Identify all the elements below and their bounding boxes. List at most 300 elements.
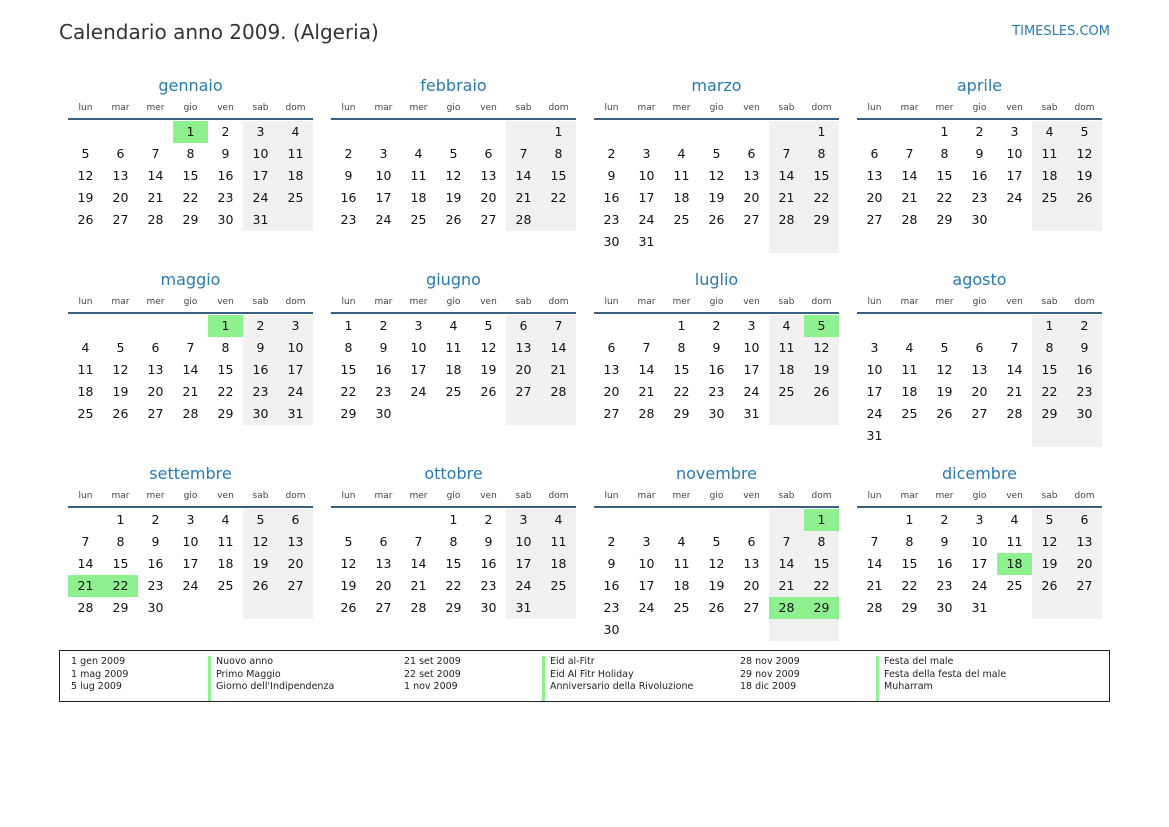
weekday-header (857, 485, 1102, 508)
legend-date: 5 lug 2009 (71, 681, 122, 693)
day-cell: 17 (866, 384, 883, 399)
day-cell: 1 (344, 318, 353, 333)
day-cell: 11 (769, 337, 804, 359)
day-cell: 20 (1067, 553, 1102, 575)
empty-day-cell (629, 121, 664, 143)
empty-day-cell (927, 315, 962, 337)
day-cell: 19 (112, 384, 129, 399)
day-cell: 31 (743, 406, 760, 421)
day-cell: 26 (708, 600, 725, 615)
day-grid (594, 121, 839, 253)
day-cell: 30 (217, 212, 234, 227)
day-cell: 5 (940, 340, 949, 355)
day-cell: 31 (278, 403, 313, 425)
day-cell: 27 (147, 406, 164, 421)
weekday-label: sab (778, 491, 795, 501)
weekday-label: sab (1041, 103, 1058, 113)
day-cell: 5 (712, 146, 721, 161)
empty-day-cell (962, 425, 997, 447)
weekday-label: gio (183, 491, 198, 501)
weekday-header (594, 97, 839, 120)
weekday-label: gio (183, 103, 198, 113)
day-cell: 1 (208, 315, 243, 337)
empty-day-cell (401, 509, 436, 531)
empty-day-cell (541, 597, 576, 619)
weekday-label: ven (217, 491, 234, 501)
day-cell: 16 (603, 190, 620, 205)
legend-date: 1 gen 2009 (71, 656, 126, 667)
empty-day-cell (997, 425, 1032, 447)
empty-day-cell (594, 121, 629, 143)
day-cell: 11 (673, 168, 690, 183)
empty-day-cell (997, 209, 1032, 231)
empty-day-cell (699, 619, 734, 641)
day-cell: 12 (804, 337, 839, 359)
empty-day-cell (331, 121, 366, 143)
day-cell: 26 (480, 384, 497, 399)
day-cell: 8 (804, 531, 839, 553)
day-cell: 19 (340, 578, 357, 593)
day-cell: 4 (769, 315, 804, 337)
day-cell: 21 (506, 187, 541, 209)
empty-day-cell (857, 315, 892, 337)
day-cell: 15 (804, 553, 839, 575)
day-cell: 8 (344, 340, 353, 355)
day-cell: 4 (1032, 121, 1067, 143)
day-cell: 27 (506, 381, 541, 403)
month-calendar-agosto (857, 269, 1102, 463)
weekday-label: mar (637, 103, 656, 113)
day-cell: 25 (1032, 187, 1067, 209)
day-cell: 16 (480, 556, 497, 571)
empty-day-cell (138, 315, 173, 337)
weekday-label: ven (480, 297, 497, 307)
day-cell: 8 (804, 143, 839, 165)
weekday-header (68, 485, 313, 508)
day-cell: 26 (77, 212, 94, 227)
month-name: novembre (675, 464, 758, 483)
weekday-header (857, 291, 1102, 314)
empty-day-cell (1032, 597, 1067, 619)
empty-day-cell (436, 403, 471, 425)
day-cell: 31 (243, 209, 278, 231)
day-cell: 20 (112, 190, 129, 205)
day-cell: 27 (866, 212, 883, 227)
legend-holiday-name: Primo Maggio (216, 668, 281, 680)
month-name: agosto (952, 270, 1007, 289)
day-cell: 15 (541, 165, 576, 187)
day-cell: 29 (901, 600, 918, 615)
day-cell: 12 (340, 556, 357, 571)
day-cell: 12 (1067, 143, 1102, 165)
day-cell: 20 (480, 190, 497, 205)
day-cell: 17 (506, 553, 541, 575)
day-cell: 19 (936, 384, 953, 399)
day-cell: 22 (901, 578, 918, 593)
day-cell: 8 (221, 340, 230, 355)
weekday-label: mar (374, 491, 393, 501)
empty-day-cell (541, 403, 576, 425)
day-cell: 26 (445, 212, 462, 227)
legend-date: 1 nov 2009 (404, 681, 458, 693)
day-cell: 2 (221, 124, 230, 139)
day-cell: 19 (804, 359, 839, 381)
day-cell: 8 (186, 146, 195, 161)
month-calendar-gennaio (68, 75, 313, 269)
day-cell: 27 (375, 600, 392, 615)
day-cell: 1 (677, 318, 686, 333)
empty-day-cell (594, 315, 629, 337)
day-cell: 5 (81, 146, 90, 161)
day-cell: 11 (410, 168, 427, 183)
day-cell: 18 (410, 190, 427, 205)
day-cell: 14 (769, 165, 804, 187)
day-cell: 24 (743, 384, 760, 399)
weekday-label: ven (480, 491, 497, 501)
legend-holiday-name: Festa del male (884, 656, 954, 667)
empty-day-cell (68, 121, 103, 143)
month-calendar-aprile (857, 75, 1102, 269)
day-grid (857, 509, 1102, 619)
page-title: Calendario anno 2009. (Algeria) (59, 20, 379, 44)
day-cell: 2 (344, 146, 353, 161)
day-cell: 23 (340, 212, 357, 227)
day-cell: 10 (278, 337, 313, 359)
weekday-label: sab (778, 103, 795, 113)
day-cell: 13 (506, 337, 541, 359)
day-cell: 16 (217, 168, 234, 183)
day-cell: 7 (769, 531, 804, 553)
weekday-label: dom (811, 491, 832, 501)
day-cell: 17 (638, 190, 655, 205)
empty-day-cell (892, 425, 927, 447)
day-cell: 5 (484, 318, 493, 333)
day-cell: 24 (278, 381, 313, 403)
day-grid (331, 315, 576, 425)
empty-day-cell (103, 121, 138, 143)
weekday-label: sab (1041, 491, 1058, 501)
day-cell: 12 (480, 340, 497, 355)
day-cell: 8 (940, 146, 949, 161)
day-cell: 22 (103, 575, 138, 597)
day-cell: 17 (638, 578, 655, 593)
day-cell: 6 (975, 340, 984, 355)
day-cell: 21 (638, 384, 655, 399)
weekday-label: gio (972, 491, 987, 501)
day-cell: 25 (445, 384, 462, 399)
day-cell: 10 (375, 168, 392, 183)
day-grid (68, 315, 313, 425)
legend-holiday-name: Anniversario della Rivoluzione (550, 681, 694, 693)
site-link[interactable]: TIMESLES.COM (1012, 24, 1110, 39)
weekday-label: gio (446, 103, 461, 113)
day-cell: 18 (673, 578, 690, 593)
day-cell: 9 (607, 168, 616, 183)
month-calendar-giugno (331, 269, 576, 463)
day-cell: 13 (971, 362, 988, 377)
day-cell: 15 (1032, 359, 1067, 381)
day-cell: 15 (804, 165, 839, 187)
day-cell: 25 (217, 578, 234, 593)
month-calendar-maggio (68, 269, 313, 463)
day-cell: 3 (1010, 124, 1019, 139)
empty-day-cell (804, 619, 839, 641)
day-cell: 17 (971, 556, 988, 571)
empty-day-cell (506, 403, 541, 425)
day-cell: 24 (866, 406, 883, 421)
weekday-label: dom (1074, 491, 1095, 501)
day-cell: 14 (541, 337, 576, 359)
weekday-label: mer (409, 103, 428, 113)
weekday-label: gio (709, 491, 724, 501)
empty-day-cell (506, 121, 541, 143)
day-cell: 20 (506, 359, 541, 381)
day-cell: 23 (971, 190, 988, 205)
day-cell: 13 (480, 168, 497, 183)
weekday-label: mar (111, 103, 130, 113)
day-cell: 14 (769, 553, 804, 575)
day-cell: 18 (278, 165, 313, 187)
month-calendar-febbraio (331, 75, 576, 269)
day-cell: 18 (1032, 165, 1067, 187)
day-cell: 9 (1067, 337, 1102, 359)
day-cell: 17 (1006, 168, 1023, 183)
legend-date: 22 set 2009 (404, 668, 461, 680)
weekday-header (331, 485, 576, 508)
day-cell: 12 (708, 556, 725, 571)
day-cell: 28 (77, 600, 94, 615)
day-cell: 10 (743, 340, 760, 355)
day-cell: 11 (217, 534, 234, 549)
day-cell: 9 (607, 556, 616, 571)
weekday-label: gio (183, 297, 198, 307)
day-cell: 10 (506, 531, 541, 553)
day-cell: 13 (866, 168, 883, 183)
day-cell: 23 (603, 600, 620, 615)
day-cell: 31 (866, 428, 883, 443)
weekday-label: lun (604, 297, 619, 307)
day-cell: 28 (147, 212, 164, 227)
day-cell: 16 (340, 190, 357, 205)
day-cell: 21 (182, 384, 199, 399)
empty-day-cell (401, 121, 436, 143)
day-cell: 14 (1006, 362, 1023, 377)
weekday-label: mar (111, 491, 130, 501)
day-cell: 9 (712, 340, 721, 355)
empty-day-cell (541, 209, 576, 231)
day-cell: 21 (147, 190, 164, 205)
day-cell: 14 (866, 556, 883, 571)
day-cell: 8 (116, 534, 125, 549)
weekday-header (331, 97, 576, 120)
day-cell: 22 (445, 578, 462, 593)
day-cell: 28 (901, 212, 918, 227)
day-cell: 20 (971, 384, 988, 399)
day-cell: 14 (638, 362, 655, 377)
legend-holiday-name: Festa della festa del male (884, 668, 1007, 680)
day-cell: 8 (677, 340, 686, 355)
day-cell: 9 (344, 168, 353, 183)
day-cell: 29 (673, 406, 690, 421)
day-cell: 13 (603, 362, 620, 377)
day-cell: 24 (638, 212, 655, 227)
legend-date: 29 nov 2009 (740, 668, 800, 680)
day-grid (857, 315, 1102, 447)
weekday-label: dom (285, 103, 306, 113)
day-cell: 10 (638, 556, 655, 571)
day-cell: 30 (480, 600, 497, 615)
day-cell: 6 (747, 534, 756, 549)
weekday-label: lun (867, 297, 882, 307)
day-cell: 19 (1067, 165, 1102, 187)
weekday-label: ven (217, 103, 234, 113)
empty-day-cell (804, 403, 839, 425)
day-cell: 17 (278, 359, 313, 381)
empty-day-cell (208, 597, 243, 619)
day-cell: 27 (480, 212, 497, 227)
day-cell: 14 (506, 165, 541, 187)
legend-holiday-name: Muharram (884, 681, 933, 693)
weekday-label: gio (972, 297, 987, 307)
day-cell: 12 (243, 531, 278, 553)
day-cell: 16 (603, 578, 620, 593)
day-grid (331, 509, 576, 619)
day-cell: 14 (182, 362, 199, 377)
empty-day-cell (857, 121, 892, 143)
day-cell: 24 (638, 600, 655, 615)
weekday-label: dom (1074, 103, 1095, 113)
legend-date: 28 nov 2009 (740, 656, 800, 667)
day-cell: 23 (375, 384, 392, 399)
day-cell: 16 (971, 168, 988, 183)
day-cell: 26 (708, 212, 725, 227)
legend-holiday-name: Giorno dell'Indipendenza (216, 681, 335, 693)
day-cell: 7 (870, 534, 879, 549)
weekday-label: ven (743, 491, 760, 501)
day-cell: 18 (673, 190, 690, 205)
empty-day-cell (734, 121, 769, 143)
day-cell: 23 (936, 578, 953, 593)
day-cell: 1 (173, 121, 208, 143)
day-cell: 29 (804, 597, 839, 619)
day-cell: 6 (747, 146, 756, 161)
day-cell: 3 (186, 512, 195, 527)
day-cell: 20 (866, 190, 883, 205)
day-cell: 26 (112, 406, 129, 421)
day-cell: 7 (151, 146, 160, 161)
day-cell: 1 (940, 124, 949, 139)
day-cell: 7 (541, 315, 576, 337)
day-cell: 3 (243, 121, 278, 143)
weekday-label: lun (78, 491, 93, 501)
empty-day-cell (278, 597, 313, 619)
day-cell: 19 (708, 190, 725, 205)
weekday-label: ven (743, 297, 760, 307)
empty-day-cell (1032, 209, 1067, 231)
day-cell: 3 (379, 146, 388, 161)
day-cell: 9 (221, 146, 230, 161)
day-cell: 18 (541, 553, 576, 575)
empty-day-cell (699, 231, 734, 253)
day-cell: 29 (182, 212, 199, 227)
day-cell: 7 (642, 340, 651, 355)
day-cell: 3 (747, 318, 756, 333)
legend-names-col-1 (208, 656, 404, 701)
day-cell: 29 (340, 406, 357, 421)
day-cell: 18 (77, 384, 94, 399)
empty-day-cell (699, 121, 734, 143)
empty-day-cell (699, 509, 734, 531)
day-cell: 30 (708, 406, 725, 421)
day-grid (68, 121, 313, 231)
day-cell: 14 (901, 168, 918, 183)
day-cell: 5 (116, 340, 125, 355)
empty-day-cell (734, 509, 769, 531)
day-cell: 2 (607, 146, 616, 161)
day-cell: 26 (1032, 575, 1067, 597)
day-grid (594, 315, 839, 425)
day-cell: 2 (243, 315, 278, 337)
day-cell: 7 (414, 534, 423, 549)
day-cell: 9 (940, 534, 949, 549)
day-cell: 30 (147, 600, 164, 615)
weekday-header (857, 97, 1102, 120)
month-name: giugno (426, 270, 481, 289)
day-cell: 29 (445, 600, 462, 615)
day-cell: 18 (217, 556, 234, 571)
day-cell: 14 (410, 556, 427, 571)
day-cell: 5 (1067, 121, 1102, 143)
day-cell: 22 (217, 384, 234, 399)
day-cell: 5 (344, 534, 353, 549)
day-cell: 5 (449, 146, 458, 161)
day-cell: 29 (804, 209, 839, 231)
day-cell: 2 (940, 512, 949, 527)
day-cell: 13 (743, 556, 760, 571)
month-name: settembre (149, 464, 232, 483)
day-cell: 28 (769, 597, 804, 619)
day-cell: 21 (1006, 384, 1023, 399)
day-cell: 30 (971, 212, 988, 227)
day-cell: 3 (414, 318, 423, 333)
day-cell: 16 (936, 556, 953, 571)
day-cell: 2 (607, 534, 616, 549)
day-cell: 9 (243, 337, 278, 359)
day-cell: 11 (673, 556, 690, 571)
weekday-label: lun (78, 297, 93, 307)
day-cell: 21 (901, 190, 918, 205)
empty-day-cell (366, 509, 401, 531)
weekday-label: lun (604, 103, 619, 113)
month-calendar-marzo (594, 75, 839, 269)
empty-day-cell (1067, 425, 1102, 447)
day-cell: 5 (712, 534, 721, 549)
weekday-label: mar (900, 491, 919, 501)
weekday-label: mer (672, 297, 691, 307)
day-cell: 4 (541, 509, 576, 531)
day-cell: 23 (217, 190, 234, 205)
empty-day-cell (927, 425, 962, 447)
day-cell: 15 (445, 556, 462, 571)
day-cell: 12 (77, 168, 94, 183)
legend-names-col-2 (542, 656, 740, 701)
day-cell: 25 (278, 187, 313, 209)
weekday-label: mar (900, 297, 919, 307)
day-cell: 4 (449, 318, 458, 333)
weekday-label: mer (409, 491, 428, 501)
empty-day-cell (1067, 597, 1102, 619)
day-cell: 6 (278, 509, 313, 531)
